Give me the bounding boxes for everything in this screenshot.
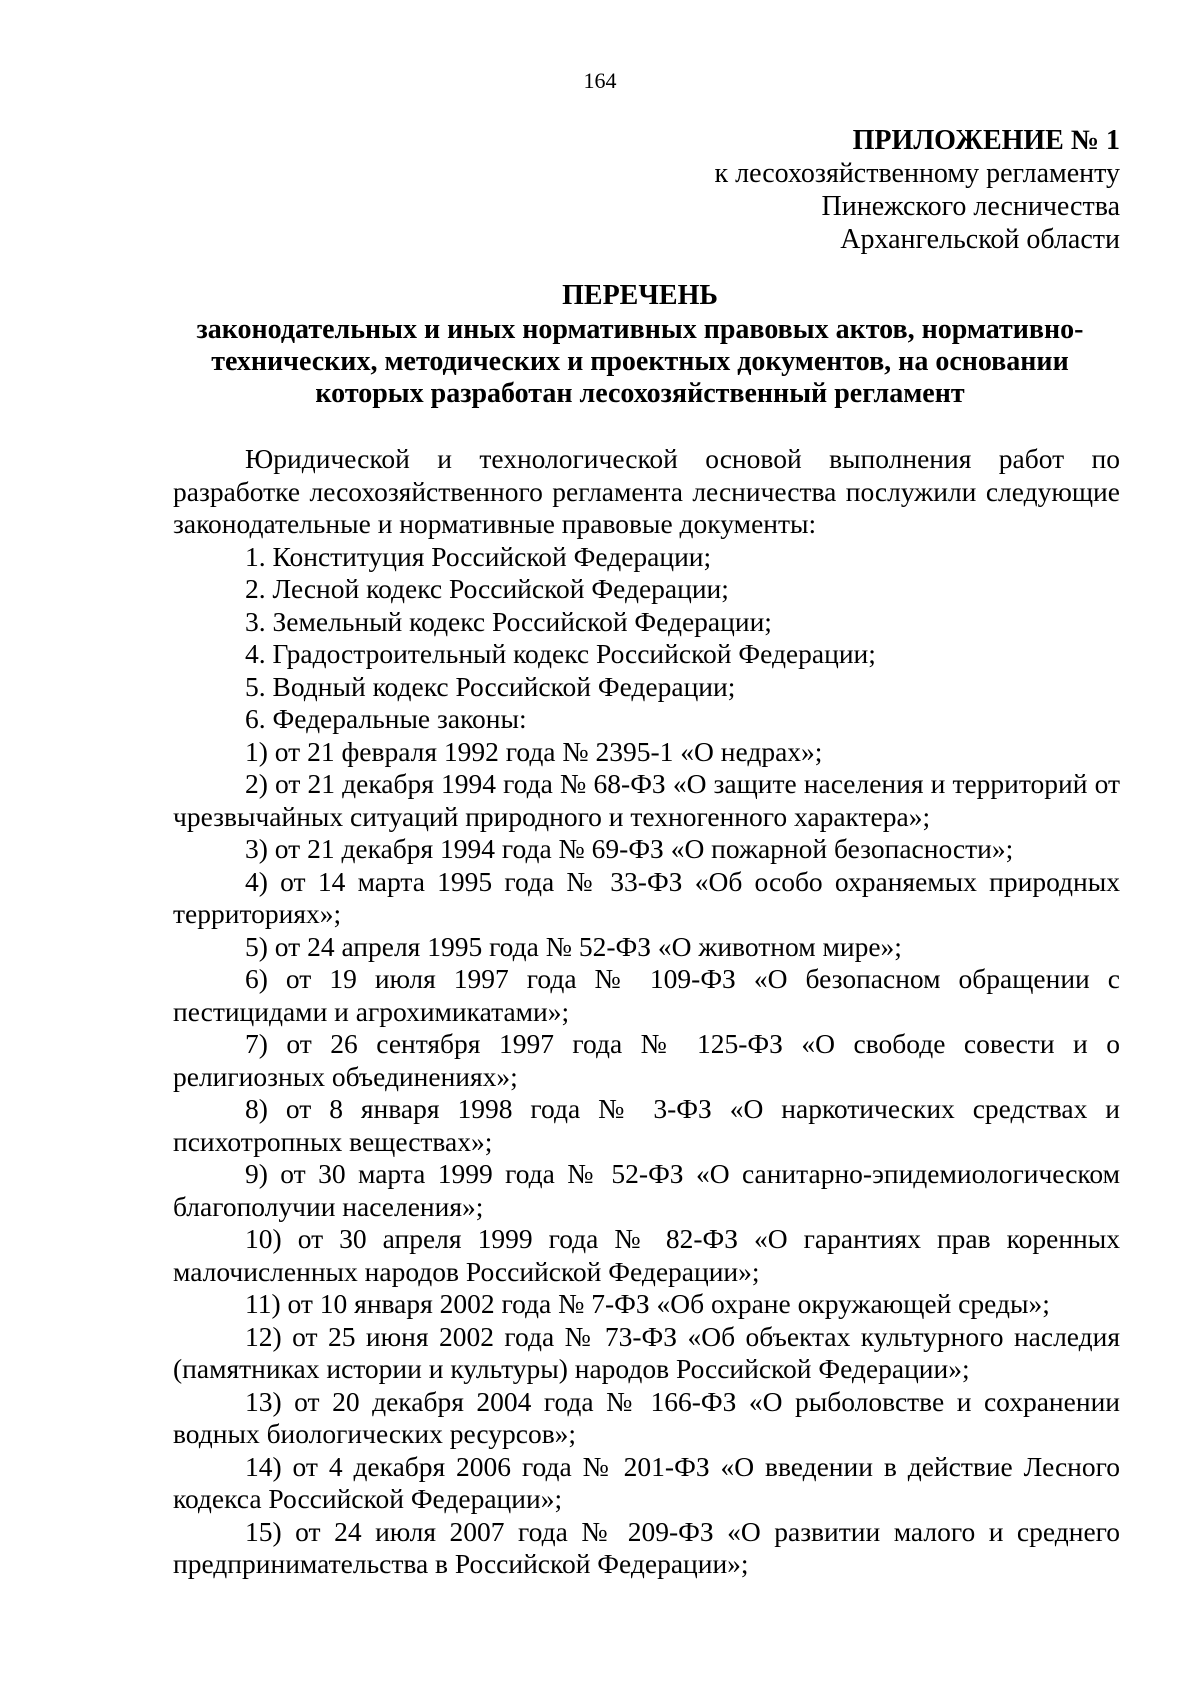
law-item: 15) от 24 июля 2007 года № 209-ФЗ «О развитии малого и среднего предпринимательства в Российской Федерации»;: [173, 1515, 1120, 1579]
code-item: 2. Лесной кодекс Российской Федерации;: [245, 573, 729, 604]
heading-subtitle-line-3: которых разработан лесохозяйственный регламент: [315, 378, 965, 409]
appendix-line-1: к лесохозяйственному регламенту: [714, 158, 1120, 189]
law-item: 12) от 25 июня 2002 года № 73-ФЗ «Об объектах культурного наследия (памятниках истории и культуры) народов Российской Федерации»;: [173, 1320, 1120, 1384]
law-item: 13) от 20 декабря 2004 года № 166-ФЗ «О рыболовстве и сохранении водных биологических ресурсов»;: [173, 1385, 1120, 1449]
heading-subtitle-line-1: законодательных и иных нормативных правовых актов, нормативно-: [196, 314, 1084, 345]
law-item: 3) от 21 декабря 1994 года № 69-ФЗ «О пожарной безопасности»;: [245, 833, 1014, 864]
heading-title: ПЕРЕЧЕНЬ: [562, 280, 718, 311]
heading-subtitle-line-2: технических, методических и проектных документов, на основании: [211, 346, 1069, 377]
law-item: 11) от 10 января 2002 года № 7-ФЗ «Об охране окружающей среды»;: [245, 1288, 1050, 1319]
appendix-title: ПРИЛОЖЕНИЕ № 1: [852, 125, 1120, 156]
code-item: 6. Федеральные законы:: [245, 703, 527, 734]
document-heading: [160, 280, 1120, 410]
law-item: 8) от 8 января 1998 года № 3-ФЗ «О наркотических средствах и психотропных веществах»;: [173, 1093, 1120, 1157]
appendix-line-2: Пинежского лесничества: [821, 191, 1120, 222]
code-item: 1. Конституция Российской Федерации;: [245, 540, 712, 572]
code-item: 4. Градостроительный кодекс Российской Федерации;: [245, 638, 876, 669]
law-item: 9) от 30 марта 1999 года № 52-ФЗ «О санитарно-эпидемиологическом благополучии населения»;: [173, 1158, 1120, 1222]
code-item: 5. Водный кодекс Российской Федерации;: [245, 670, 736, 702]
code-item: 3. Земельный кодекс Российской Федерации;: [245, 605, 772, 637]
law-item: 14) от 4 декабря 2006 года № 201-ФЗ «О введении в действие Лесного кодекса Российской Федерации»;: [173, 1450, 1120, 1514]
appendix-block: [420, 124, 1120, 256]
law-item: 5) от 24 апреля 1995 года № 52-ФЗ «О животном мире»;: [245, 930, 902, 962]
law-item: 10) от 30 апреля 1999 года № 82-ФЗ «О гарантиях прав коренных малочисленных народов Российской Федерации»;: [173, 1223, 1120, 1287]
law-item: 7) от 26 сентября 1997 года № 125-ФЗ «О свободе совести и о религиозных объединениях»;: [173, 1028, 1120, 1092]
appendix-line-3: Архангельской области: [840, 224, 1120, 255]
document-body: [173, 443, 1120, 1581]
law-item: 6) от 19 июля 1997 года № 109-ФЗ «О безопасном обращении с пестицидами и агрохимикатами»;: [173, 963, 1120, 1027]
law-item: 4) от 14 марта 1995 года № 33-ФЗ «Об особо охраняемых природных территориях»;: [173, 865, 1120, 929]
page-number: 164: [583, 68, 617, 93]
law-item: 1) от 21 февраля 1992 года № 2395-1 «О недрах»;: [245, 735, 823, 767]
intro-paragraph: Юридической и технологической основой выполнения работ по разработке лесохозяйственного регламента лесничества послужили следующие законодательные и нормативные правовые документы:: [173, 443, 1120, 539]
law-item: 2) от 21 декабря 1994 года № 68-ФЗ «О защите населения и территорий от чрезвычайных ситуаций природного и техногенного характера»;: [173, 768, 1120, 832]
